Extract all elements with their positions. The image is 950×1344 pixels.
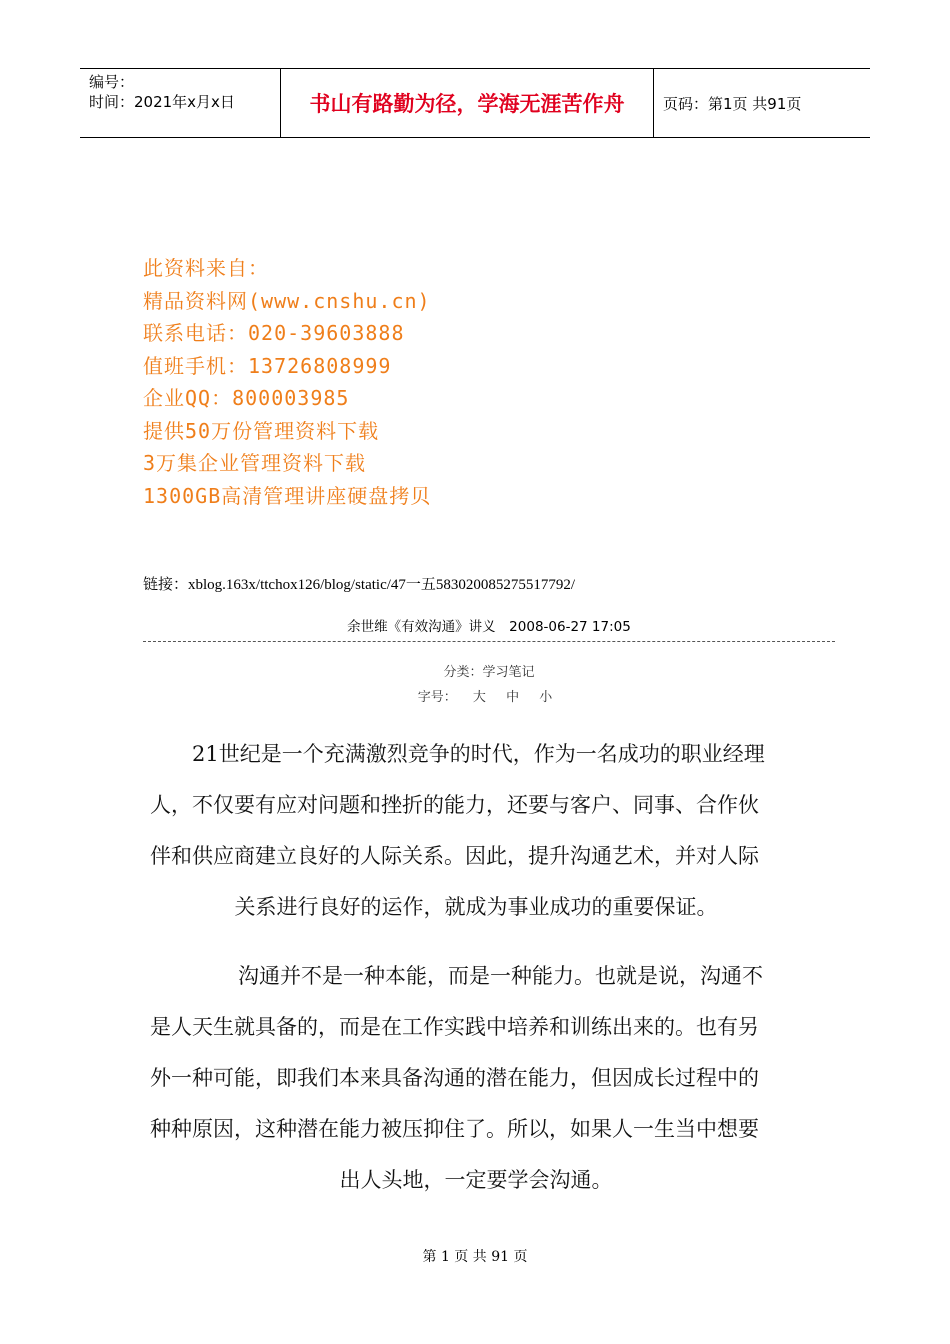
ad-line: 此资料来自： bbox=[143, 256, 269, 280]
paragraph-line: 人，不仅要有应对问题和挫折的能力，还要与客户、同事、合作伙 bbox=[150, 793, 759, 817]
paragraph-line: 是人天生就具备的，而是在工作实践中培养和训练出来的。也有另 bbox=[150, 1015, 759, 1039]
ad-line: 1300GB高清管理讲座硬盘拷贝 bbox=[143, 483, 432, 508]
paragraph-line: 沟通并不是一种本能，而是一种能力。也就是说，沟通不 bbox=[238, 964, 763, 988]
paragraph-line: 外一种可能，即我们本来具备沟通的潜在能力，但因成长过程中的 bbox=[150, 1066, 759, 1090]
post-title: 余世维《有效沟通》讲义 2008-06-27 17:05 bbox=[143, 615, 835, 642]
number-label: 编号： bbox=[89, 73, 135, 91]
font-size-small-link[interactable]: 小 bbox=[539, 690, 553, 705]
document-header bbox=[80, 68, 870, 138]
font-size-large-link[interactable]: 大 bbox=[472, 690, 486, 705]
ad-line: 值班手机：13726808999 bbox=[143, 353, 392, 378]
ad-line: 精品资料网(www.cnshu.cn) bbox=[143, 288, 431, 313]
post-category[interactable]: 分类：学习笔记 bbox=[443, 665, 535, 680]
font-size-medium-link[interactable]: 中 bbox=[506, 690, 520, 705]
header-info-cell bbox=[80, 69, 281, 137]
ad-line: 企业QQ：800003985 bbox=[143, 386, 350, 410]
paragraph-line: 21世纪是一个充满激烈竞争的时代，作为一名成功的职业经理 bbox=[192, 742, 765, 766]
ad-line: 3万集企业管理资料下载 bbox=[143, 451, 367, 475]
source-ad-block bbox=[143, 252, 431, 512]
ad-line: 联系电话：020-39603888 bbox=[143, 321, 405, 345]
font-size-label: 字号： bbox=[417, 690, 457, 705]
paragraph-2 bbox=[150, 951, 802, 1206]
paragraph-line: 伴和供应商建立良好的人际关系。因此，提升沟通艺术，并对人际 bbox=[150, 844, 759, 868]
source-link[interactable]: 链接：xblog.163x/ttchox126/blog/static/47一五583020085275517792/ bbox=[143, 577, 576, 593]
font-size-selector bbox=[143, 686, 835, 705]
paragraph-line: 种种原因，这种潜在能力被压抑住了。所以，如果人一生当中想要 bbox=[150, 1117, 759, 1141]
paragraph-1 bbox=[150, 729, 802, 933]
time-label: 时间：2021年x月x日 bbox=[89, 93, 235, 111]
ad-line: 提供50万份管理资料下载 bbox=[143, 418, 380, 443]
page-footer: 第 1 页 共 91 页 bbox=[422, 1249, 528, 1265]
header-motto: 书山有路勤为径，学海无涯苦作舟 bbox=[281, 69, 654, 137]
paragraph-line: 出人头地，一定要学会沟通。 bbox=[339, 1168, 613, 1192]
paragraph-line: 关系进行良好的运作，就成为事业成功的重要保证。 bbox=[234, 895, 718, 919]
header-page-info: 页码：第1页 共91页 bbox=[663, 94, 802, 113]
